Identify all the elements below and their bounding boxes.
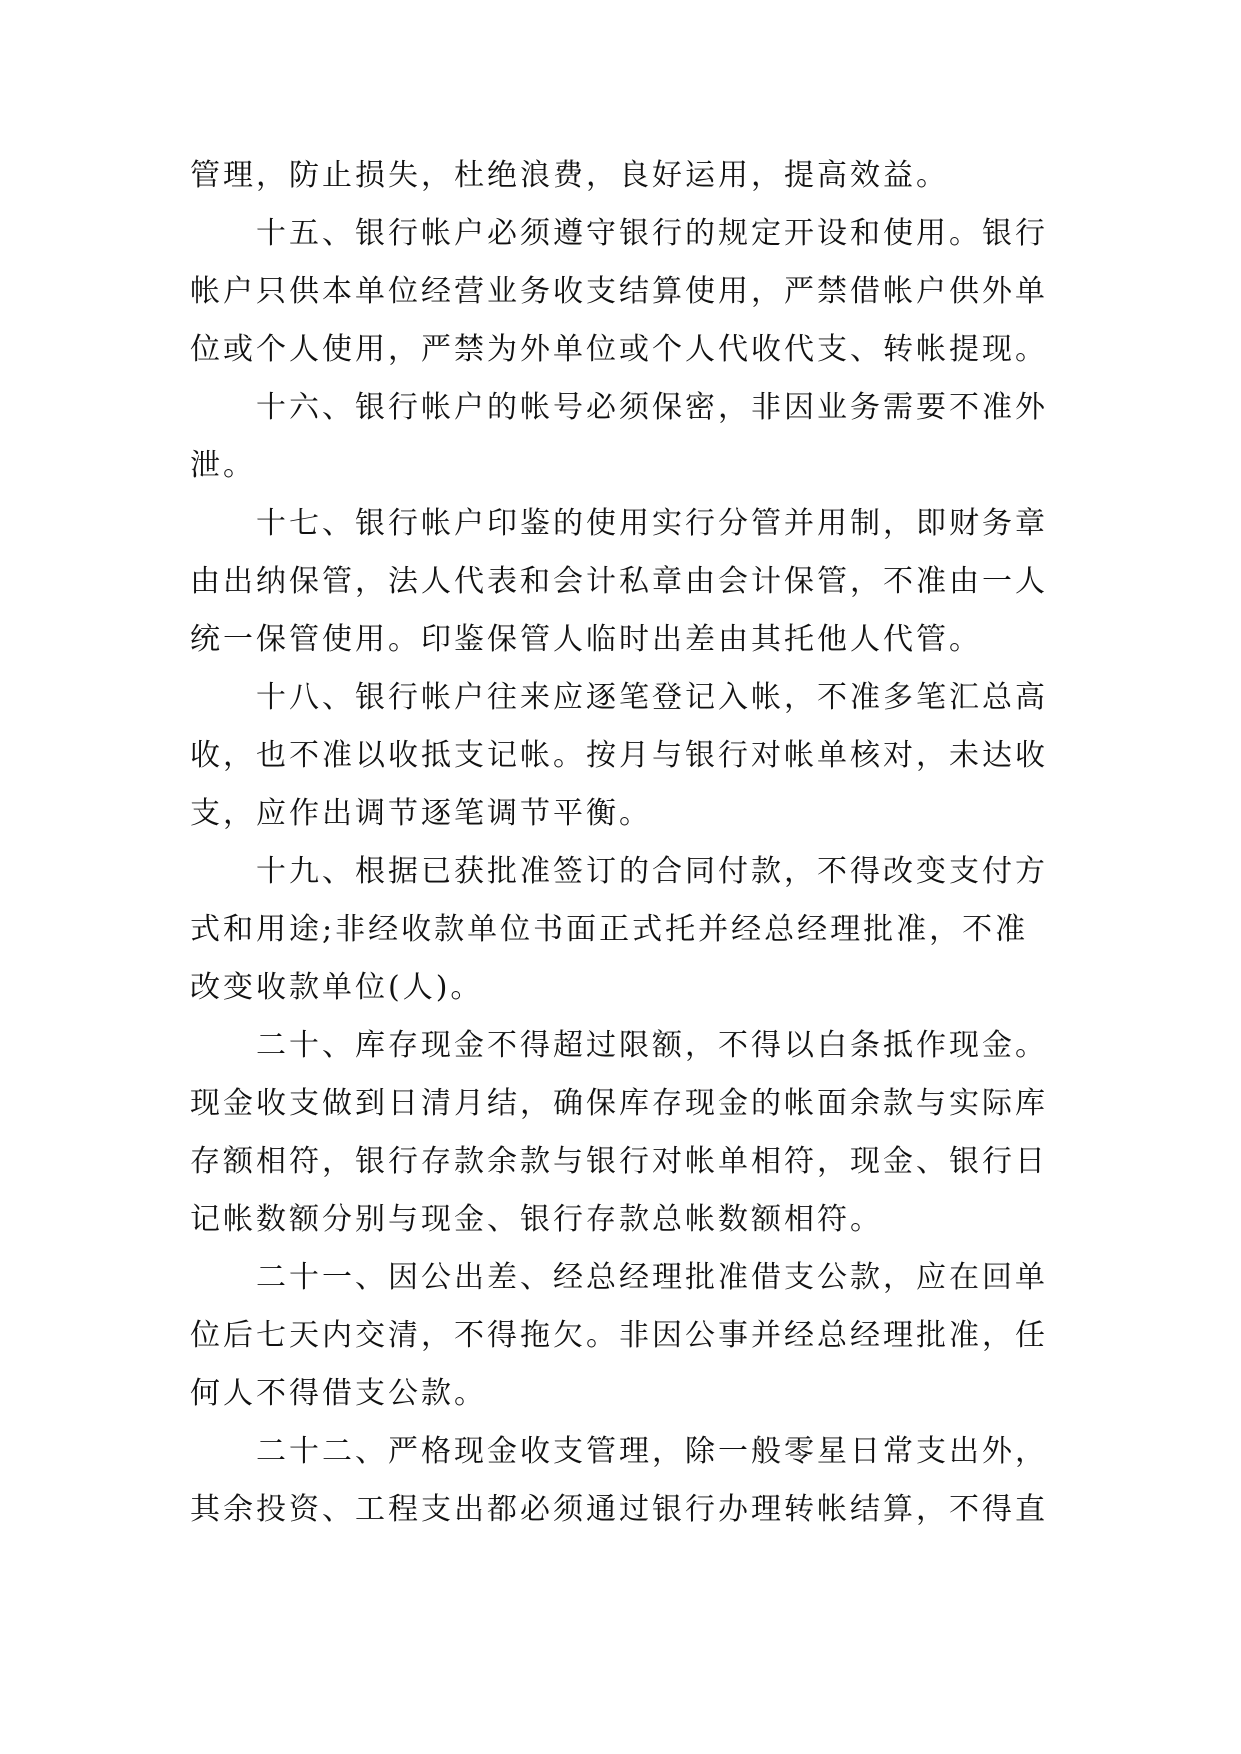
text-line: 十八、银行帐户往来应逐笔登记入帐，不准多笔汇总高 xyxy=(256,680,1048,715)
text-line: 十六、银行帐户的帐号必须保密，非因业务需要不准外 xyxy=(256,390,1048,425)
text-line: 帐户只供本单位经营业务收支结算使用，严禁借帐户供外单 xyxy=(190,274,1048,309)
text-line: 位后七天内交清，不得拖欠。非因公事并经总经理批准，任 xyxy=(190,1318,1048,1353)
text-line: 泄。 xyxy=(190,448,256,483)
text-line: 式和用途;非经收款单位书面正式托并经总经理批准，不准 xyxy=(190,912,1029,947)
text-line: 管理，防止损失，杜绝浪费，良好运用，提高效益。 xyxy=(190,158,949,193)
text-line: 二十一、因公出差、经总经理批准借支公款，应在回单 xyxy=(256,1260,1048,1295)
text-line: 记帐数额分别与现金、银行存款总帐数额相符。 xyxy=(190,1202,883,1237)
text-line: 十九、根据已获批准签订的合同付款，不得改变支付方 xyxy=(256,854,1048,889)
text-line: 二十、库存现金不得超过限额，不得以白条抵作现金。 xyxy=(256,1028,1048,1063)
text-line: 由出纳保管，法人代表和会计私章由会计保管，不准由一人 xyxy=(190,564,1048,599)
text-line: 存额相符，银行存款余款与银行对帐单相符，现金、银行日 xyxy=(190,1144,1048,1179)
text-line: 十五、银行帐户必须遵守银行的规定开设和使用。银行 xyxy=(256,216,1048,251)
text-line: 何人不得借支公款。 xyxy=(190,1376,487,1411)
text-line: 其余投资、工程支出都必须通过银行办理转帐结算，不得直 xyxy=(190,1492,1048,1527)
text-line: 收，也不准以收抵支记帐。按月与银行对帐单核对，未达收 xyxy=(190,738,1048,773)
text-line: 统一保管使用。印鉴保管人临时出差由其托他人代管。 xyxy=(190,622,982,657)
text-line: 十七、银行帐户印鉴的使用实行分管并用制，即财务章 xyxy=(256,506,1048,541)
text-line: 支，应作出调节逐笔调节平衡。 xyxy=(190,796,652,831)
document-body xyxy=(190,158,1065,1550)
text-line: 现金收支做到日清月结，确保库存现金的帐面余款与实际库 xyxy=(190,1086,1048,1121)
text-line: 二十二、严格现金收支管理，除一般零星日常支出外， xyxy=(256,1434,1048,1469)
text-line: 改变收款单位(人)。 xyxy=(190,970,484,1005)
text-line: 位或个人使用，严禁为外单位或个人代收代支、转帐提现。 xyxy=(190,332,1048,367)
